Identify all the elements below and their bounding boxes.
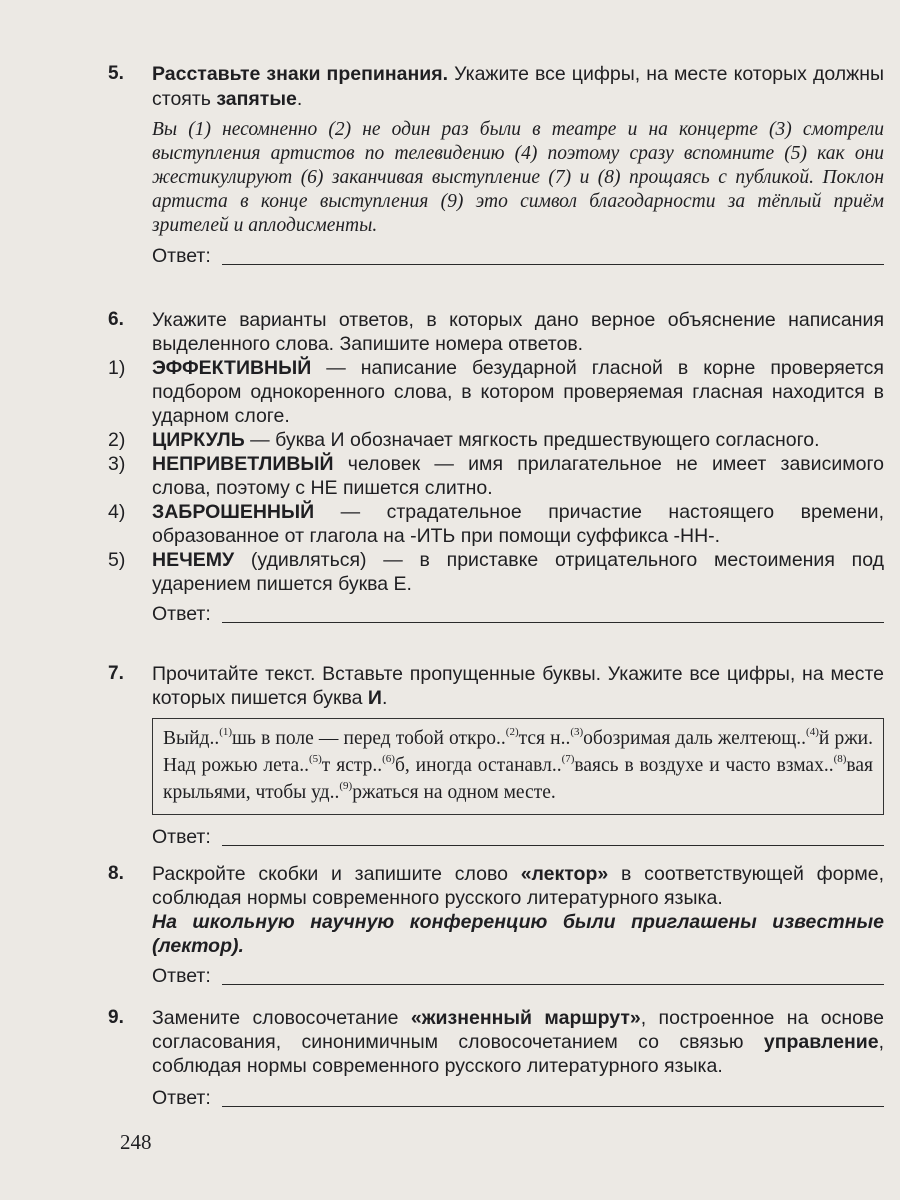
task-number: 5. xyxy=(108,63,124,84)
option-number: 4) xyxy=(108,501,126,523)
task-number: 7. xyxy=(108,663,124,684)
option-item xyxy=(108,452,884,500)
option-word: НЕПРИВЕТЛИВЫЙ xyxy=(152,453,334,475)
option-number: 3) xyxy=(108,453,126,475)
option-item xyxy=(108,428,884,452)
task-8 xyxy=(108,862,884,990)
task-number: 9. xyxy=(108,1007,124,1028)
options-list xyxy=(108,356,884,596)
answer-line[interactable] xyxy=(222,622,884,623)
option-word: ЦИРКУЛЬ xyxy=(152,429,245,451)
answer-line[interactable] xyxy=(222,845,884,846)
task-number: 8. xyxy=(108,863,124,884)
option-number: 1) xyxy=(108,357,126,379)
answer-label: Ответ: xyxy=(152,826,211,848)
option-item xyxy=(108,356,884,428)
option-text: — страдательное причастие настоящего времени, образованное от глагола на -ИТЬ при помощи суффикса -НН-. xyxy=(152,501,884,547)
task-instruction: Прочитайте текст. Вставьте пропущенные буквы. Укажите все цифры, на месте которых пишется буква И. xyxy=(152,663,884,709)
answer-field[interactable] xyxy=(152,600,884,628)
option-text: — написание безударной гласной в корне проверяется подбором однокоренного слова, в котором проверяемая гласная находится в ударном слоге. xyxy=(152,357,884,427)
task-7 xyxy=(108,662,884,851)
answer-field[interactable] xyxy=(152,242,884,270)
answer-label: Ответ: xyxy=(152,965,211,987)
option-number: 5) xyxy=(108,549,126,571)
option-number: 2) xyxy=(108,429,126,451)
answer-field[interactable] xyxy=(152,823,884,851)
option-word: НЕЧЕМУ xyxy=(152,549,235,571)
task-9 xyxy=(108,1006,884,1112)
task-6 xyxy=(108,308,884,628)
option-text: — буква И обозначает мягкость предшествующего согласного. xyxy=(244,429,820,451)
option-text: (удивляться) — в приставке отрицательного местоимения под ударением пишется буква Е. xyxy=(152,549,884,595)
option-word: ЭФФЕКТИВНЫЙ xyxy=(152,357,312,379)
answer-field[interactable] xyxy=(152,962,884,990)
page-number: 248 xyxy=(120,1130,152,1154)
answer-label: Ответ: xyxy=(152,603,211,625)
task-text: Вы (1) несомненно (2) не один раз были в театре и на концерте (3) смотрели выступления артистов по телевидению (4) поэтому сразу вспомните (5) как они жестикулируют (6) заканчивая выступление (7) и (8) прощаясь с публикой. Поклон артиста в конце выступления (9) это символ благодарности за тёплый приём зрителей и аплодисменты. xyxy=(152,119,884,236)
task-sentence: На школьную научную конференцию были приглашены известные (лектор). xyxy=(152,911,884,957)
task-instruction: Расставьте знаки препинания. Укажите все цифры, на месте которых должны стоять запятые. xyxy=(152,63,884,110)
text-box: Выйд..$^{(1)}$шь в поле — перед тобой откро..$^{(2)}$тся н..$^{(3)}$обозримая даль желтеющ..$^{(4)}$й ржи. Над рожью лета..$^{(5)}$т ястр..$^{(6)}$б, иногда останавл..$^{(7)}$ваясь в воздухе и часто взмах..$^{(8)}$вая крыльями, чтобы уд..$^{(9)}$ржаться на одном месте. xyxy=(152,718,884,815)
option-item xyxy=(108,548,884,596)
answer-field[interactable] xyxy=(152,1084,884,1112)
task-instruction: Укажите варианты ответов, в которых дано верное объяснение написания выделенного слова. Запишите номера ответов. xyxy=(152,309,884,355)
answer-line[interactable] xyxy=(222,1106,884,1107)
option-word: ЗАБРОШЕННЫЙ xyxy=(152,501,315,523)
option-text: человек — имя прилагательное не имеет зависимого слова, поэтому с НЕ пишется слитно. xyxy=(152,453,884,499)
task-instruction: Раскройте скобки и запишите слово «лектор» в соответствующей форме, соблюдая нормы современного русского литературного языка. xyxy=(152,863,884,909)
task-5 xyxy=(108,62,884,270)
answer-label: Ответ: xyxy=(152,1087,211,1109)
answer-line[interactable] xyxy=(222,264,884,265)
answer-line[interactable] xyxy=(222,984,884,985)
task-instruction: Замените словосочетание «жизненный маршрут», построенное на основе согласования, синонимичным словосочетанием со связью управление, соблюдая нормы современного русского литературного языка. xyxy=(152,1007,884,1077)
task-number: 6. xyxy=(108,309,124,330)
answer-label: Ответ: xyxy=(152,245,211,267)
option-item xyxy=(108,500,884,548)
